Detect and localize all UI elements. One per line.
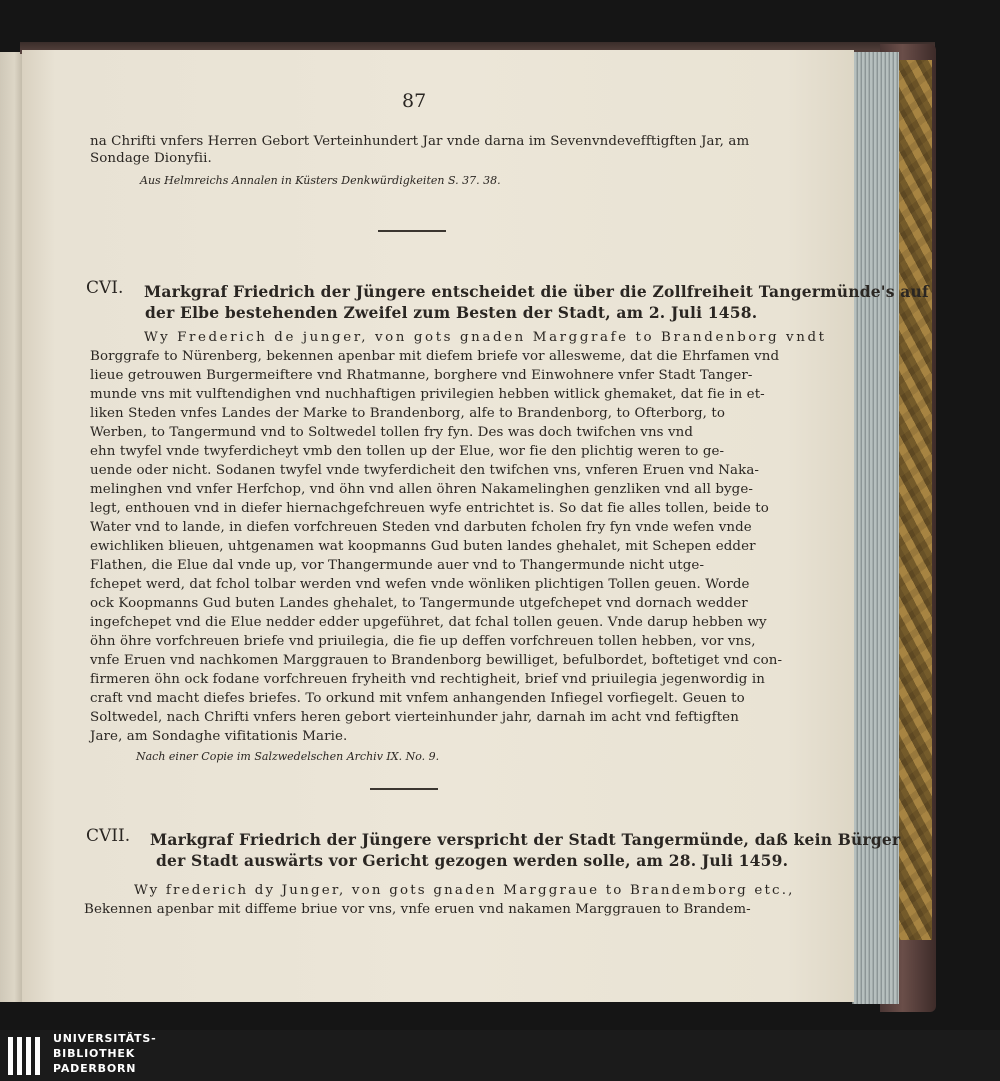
- text-line: Werben, to Tangermund vnd to Soltwedel tollen fry fyn. Des was doch twifchen vns vnd: [90, 425, 694, 440]
- text-line: ewichliken blieuen, uhtgenamen wat koopmanns Gud buten landes ghehalet, mit Schepen edder: [90, 539, 756, 554]
- text-line: Wy Frederich de junger, von gots gnaden Marggrafe to Brandenborg vndt: [144, 330, 827, 345]
- text-line: Jare, am Sondaghe vifitationis Marie.: [90, 729, 348, 744]
- section-number: CVII.: [86, 826, 131, 846]
- marbled-endpaper: [894, 60, 932, 940]
- text-line: vnfe Eruen vnd nachkomen Marggrauen to Brandenborg bewilliget, befulbordet, boftetiget vnd con-: [90, 653, 783, 668]
- text-line: Sondage Dionyfii.: [90, 151, 212, 166]
- text-line: fchepet werd, dat fchol tolbar werden vnd wefen vnde wönliken plichtigen Tollen geuen. Worde: [90, 577, 750, 592]
- text-line: ock Koopmanns Gud buten Landes ghehalet, to Tangermunde utgefchepet vnd dornach wedder: [90, 596, 748, 611]
- text-line: munde vns mit vulftendighen vnd nuchhaftigen privilegien hebben witlick ghemaket, dat fie in et-: [90, 387, 765, 402]
- source-note: Aus Helmreichs Annalen in Küsters Denkwürdigkeiten S. 37. 38.: [140, 174, 501, 187]
- section-heading: Markgraf Friedrich der Jüngere entscheidet die über die Zollfreiheit Tangermünde's auf: [144, 282, 929, 301]
- text-line: Bekennen apenbar mit diffeme briue vor vns, vnfe eruen vnd nakamen Marggrauen to Brandem-: [84, 902, 751, 917]
- book-page: [22, 50, 929, 1002]
- section-divider: [378, 230, 446, 232]
- text-line: liken Steden vnfes Landes der Marke to Brandenborg, alfe to Brandenborg, to Ofterborg, to: [90, 406, 725, 421]
- library-footer: [0, 1030, 1000, 1081]
- text-line: melinghen vnd vnfer Herfchop, vnd öhn vnd allen öhren Nakamelinghen genzliken vnd all byge-: [90, 482, 753, 497]
- text-line: uende oder nicht. Sodanen twyfel vnde twyferdicheit den twifchen vns, vnferen Eruen vnd Naka-: [90, 463, 760, 478]
- section-heading: Markgraf Friedrich der Jüngere verspricht der Stadt Tangermünde, daß kein Bürger: [150, 830, 901, 849]
- section-number: CVI.: [86, 278, 124, 298]
- library-name-line: UNIVERSITÄTS-: [53, 1032, 157, 1045]
- section-heading: der Stadt auswärts vor Gericht gezogen werden solle, am 28. Juli 1459.: [156, 851, 789, 870]
- text-line: firmeren öhn ock fodane vorfchreuen fryheith vnd rechtigheit, brief vnd priuilegia jegenwordig in: [90, 672, 765, 687]
- library-logo-icon: [6, 1033, 46, 1079]
- text-line: ehn twyfel vnde twyferdicheyt vmb den tollen up der Elue, wor fie den plichtig weren to ge-: [90, 444, 725, 459]
- text-line: Wy frederich dy Junger, von gots gnaden Marggraue to Brandemborg etc.,: [134, 883, 795, 898]
- library-name-line: BIBLIOTHEK: [53, 1047, 136, 1060]
- source-note: Nach einer Copie im Salzwedelschen Archiv IX. No. 9.: [136, 750, 440, 763]
- section-heading: der Elbe bestehenden Zweifel zum Besten der Stadt, am 2. Juli 1458.: [145, 303, 758, 322]
- text-line: Flathen, die Elue dal vnde up, vor Thangermunde auer vnd to Thangermunde nicht utge-: [90, 558, 705, 573]
- text-line: na Chrifti vnfers Herren Gebort Verteinhundert Jar vnde darna im Sevenvndevefftigften Jar, am: [90, 134, 750, 149]
- text-line: Soltwedel, nach Chrifti vnfers heren gebort vierteinhunder jahr, darnah im acht vnd feftigften: [90, 710, 739, 725]
- text-line: öhn öhre vorfchreuen briefe vnd priuilegia, die fie up deffen vorfchreuen tollen hebben, vor vns,: [90, 634, 756, 649]
- text-line: lieue getrouwen Burgermeiftere vnd Rhatmanne, borghere vnd Einwohnere vnfer Stadt Tanger-: [90, 368, 753, 383]
- section-divider: [370, 788, 438, 790]
- library-name-line: PADERBORN: [53, 1062, 137, 1075]
- text-line: legt, enthouen vnd in diefer hiernachgefchreuen wyfe entrichtet is. So dat fie alles tollen, beide to: [90, 501, 769, 516]
- page-number: 87: [402, 90, 427, 112]
- text-line: ingefchepet vnd die Elue nedder edder upgeführet, dat fchal tollen geuen. Vnde darup hebben wy: [90, 615, 767, 630]
- text-line: craft vnd macht diefes briefes. To orkund mit vnfem anhangenden Infiegel vorfiegelt. Geuen to: [90, 691, 745, 706]
- text-line: Water vnd to lande, in diefen vorfchreuen Steden vnd darbuten fcholen fry fyn vnde wefen vnde: [90, 520, 752, 535]
- text-line: Borggrafe to Nürenberg, bekennen apenbar mit diefem briefe vor allesweme, dat die Ehrfamen vnd: [90, 349, 780, 364]
- page-edges: [852, 52, 899, 1004]
